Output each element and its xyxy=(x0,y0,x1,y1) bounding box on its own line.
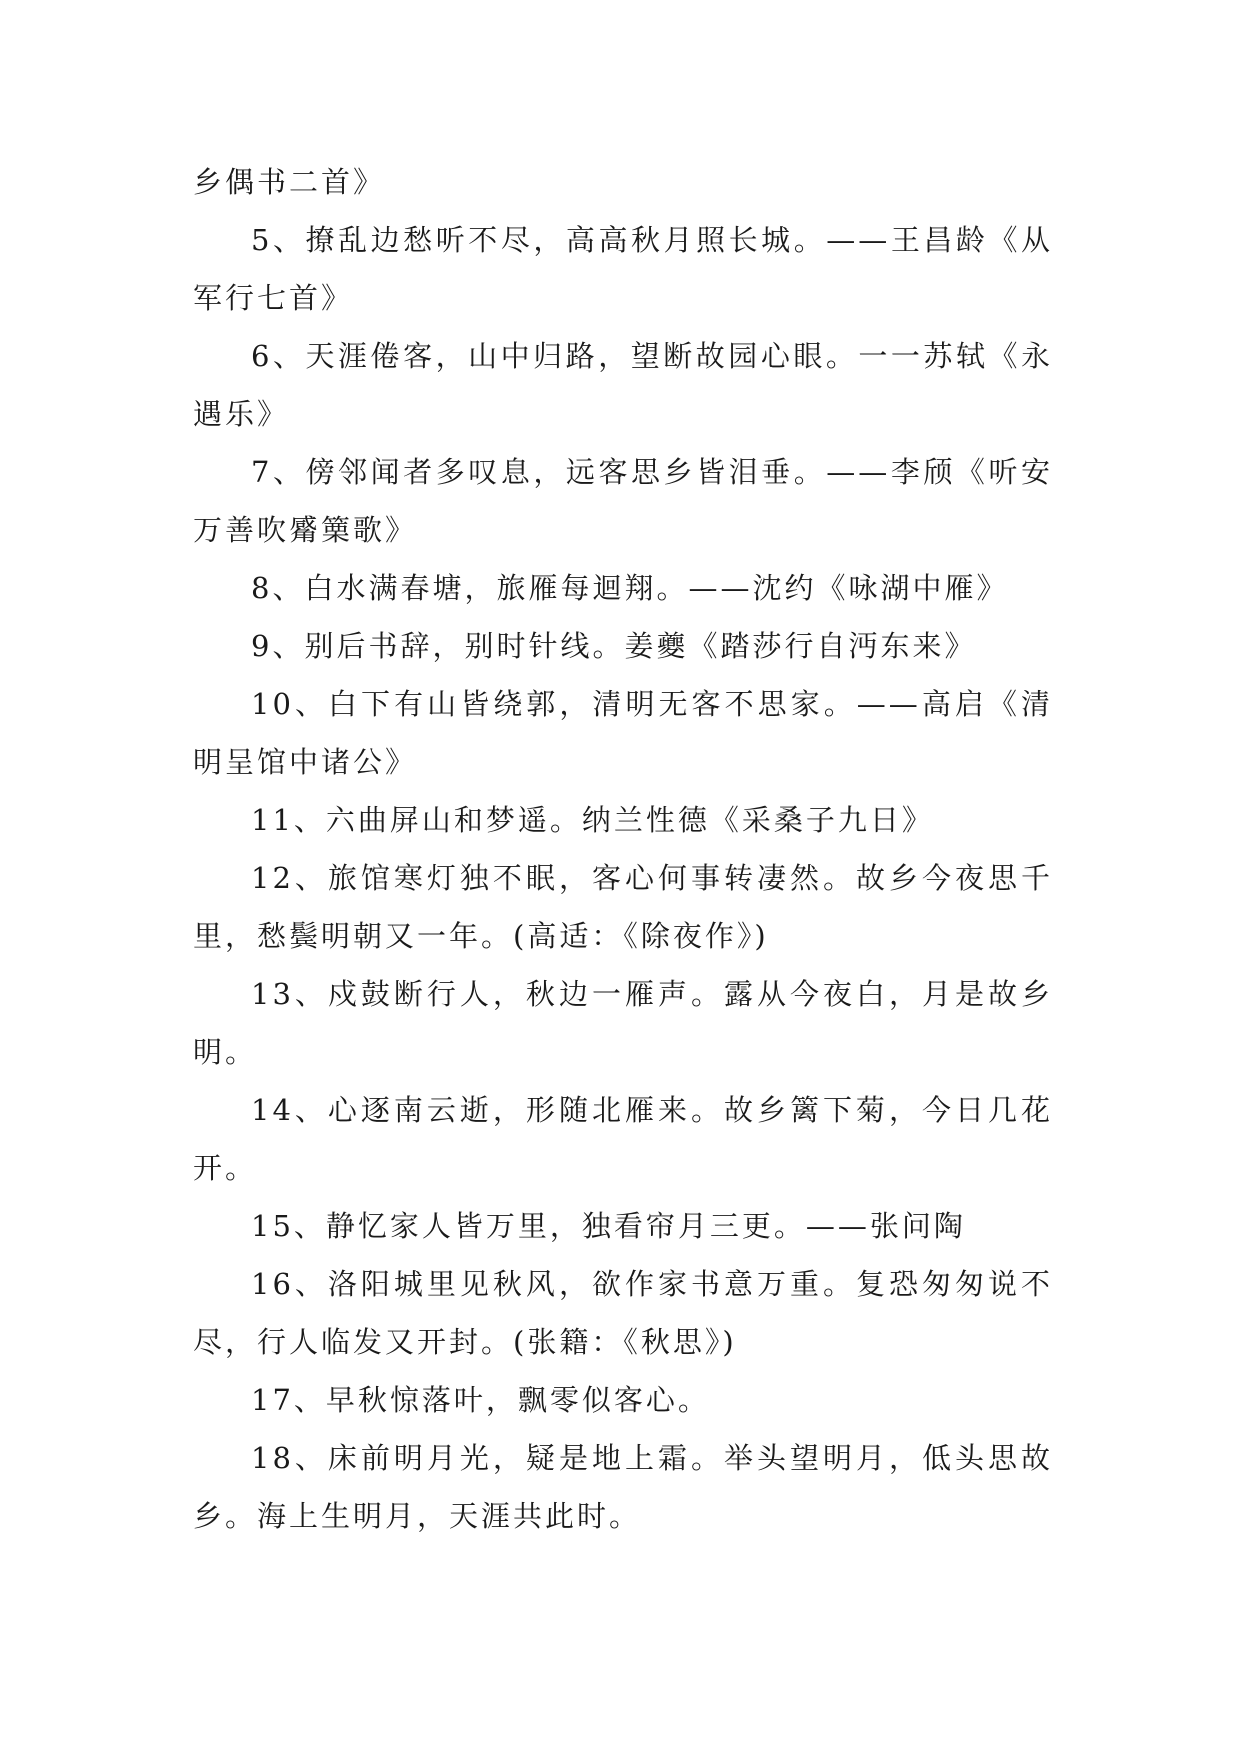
paragraph-14: 14、心逐南云逝，形随北雁来。故乡篱下菊，今日几花开。 xyxy=(193,1093,1053,1185)
paragraph-8: 8、白水满春塘，旅雁每迴翔。——沈约《咏湖中雁》 xyxy=(251,571,1009,605)
paragraph-11: 11、六曲屏山和梦遥。纳兰性德《采桑子九日》 xyxy=(251,803,934,837)
paragraph-17: 17、早秋惊落叶，飘零似客心。 xyxy=(251,1383,710,1417)
paragraph-6: 6、天涯倦客，山中归路，望断故园心眼。一一苏轼《永遇乐》 xyxy=(193,339,1053,431)
paragraph-16: 16、洛阳城里见秋风，欲作家书意万重。复恐匆匆说不尽，行人临发又开封。(张籍：《秋思》) xyxy=(193,1267,1053,1359)
paragraph-9: 9、别后书辞，别时针线。姜夔《踏莎行自沔东来》 xyxy=(251,629,977,663)
paragraph-continuation: 乡偶书二首》 xyxy=(193,165,386,199)
paragraph-10: 10、白下有山皆绕郭，清明无客不思家。——高启《清明呈馆中诸公》 xyxy=(193,687,1053,779)
paragraph-7: 7、傍邻闻者多叹息，远客思乡皆泪垂。——李颀《听安万善吹觱篥歌》 xyxy=(193,455,1053,547)
paragraph-13: 13、戍鼓断行人，秋边一雁声。露从今夜白，月是故乡明。 xyxy=(193,977,1053,1069)
paragraph-12: 12、旅馆寒灯独不眠，客心何事转凄然。故乡今夜思千里，愁鬓明朝又一年。(高适：《除夜作》) xyxy=(193,861,1053,953)
document-body xyxy=(193,153,1053,1545)
paragraph-5: 5、撩乱边愁听不尽，高高秋月照长城。——王昌龄《从军行七首》 xyxy=(193,223,1053,315)
paragraph-18: 18、床前明月光，疑是地上霜。举头望明月，低头思故乡。海上生明月，天涯共此时。 xyxy=(193,1441,1053,1533)
paragraph-15: 15、静忆家人皆万里，独看帘月三更。——张问陶 xyxy=(251,1209,966,1243)
